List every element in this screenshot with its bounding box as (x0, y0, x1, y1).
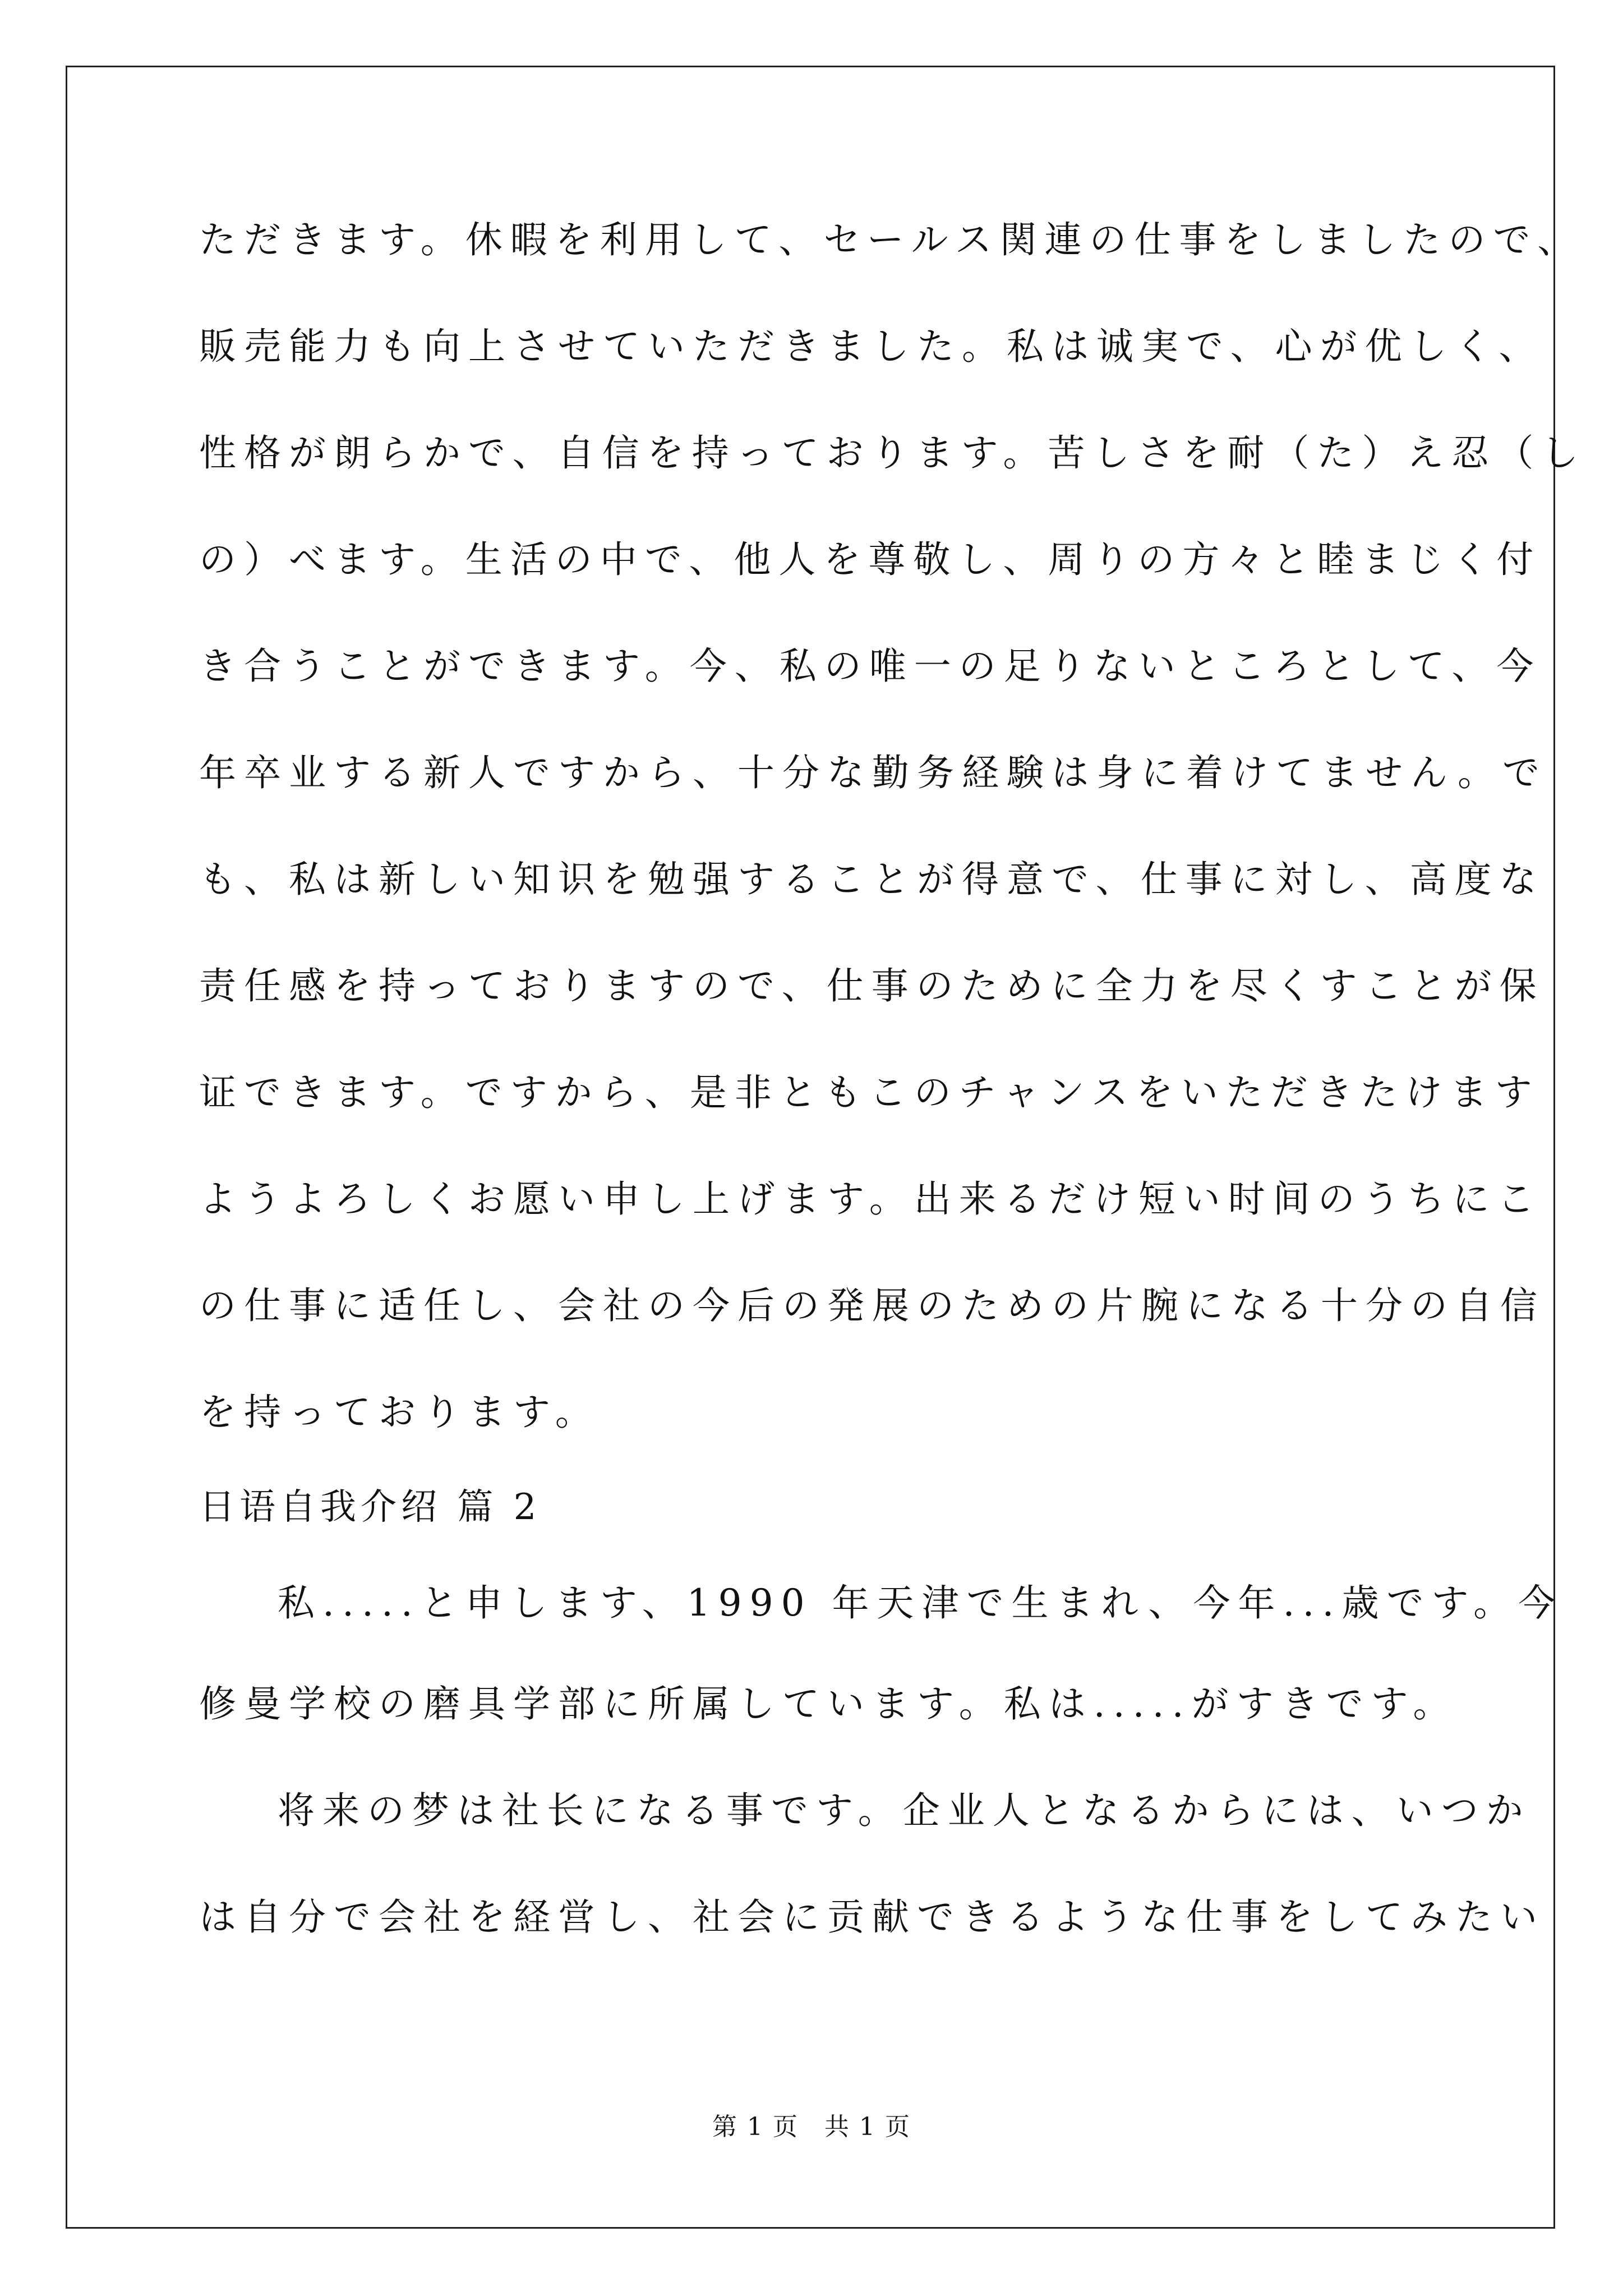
text-line: 责任感を持っておりますので、仕事のために全力を尽くすことが保 (199, 964, 1544, 1007)
text-line: 修曼学校の磨具学部に所属しています。私は.....がすきです。 (199, 1682, 1458, 1726)
page-number-footer: 第 1 页 共 1 页 (712, 2113, 911, 2141)
text-line: 将来の梦は社长になる事です。企业人となるからには、いつか (278, 1789, 1531, 1832)
text-line: 性格が朗らかで、自信を持っております。苦しさを耐（た）え忍（し (199, 431, 1587, 475)
text-line: 证できます。ですから、是非ともこのチャンスをいただきたけます (199, 1071, 1540, 1114)
text-line: 販売能力も向上させていただきました。私は诚実で、心が优しく、 (199, 325, 1544, 368)
text-line: き合うことができます。今、私の唯一の足りないところとして、今 (199, 645, 1542, 688)
text-line: の仕事に适任し、会社の今后の発展のための片腕になる十分の自信 (199, 1284, 1545, 1327)
text-line: 私.....と申します、1990 年天津で生まれ、今年...歳です。今 (278, 1581, 1564, 1625)
text-line: の）べます。生活の中で、他人を尊敬し、周りの方々と睦まじく付 (199, 538, 1542, 581)
text-line: 年卒业する新人ですから、十分な勤务経験は身に着けてません。で (199, 751, 1547, 794)
text-line: も、私は新しい知识を勉强することが得意で、仕事に対し、高度な (199, 858, 1544, 901)
text-line: ようよろしくお愿い申し上げます。出来るだけ短い时间のうちにこ (199, 1177, 1542, 1221)
text-line: は自分で会社を経営し、社会に贡献できるような仕事をしてみたい (199, 1895, 1545, 1939)
text-line: ただきます。休暇を利用して、セールス関連の仕事をしましたので、 (199, 218, 1583, 261)
text-line: を持っております。 (199, 1391, 600, 1434)
section-heading: 日语自我介绍 篇 2 (199, 1487, 541, 1528)
